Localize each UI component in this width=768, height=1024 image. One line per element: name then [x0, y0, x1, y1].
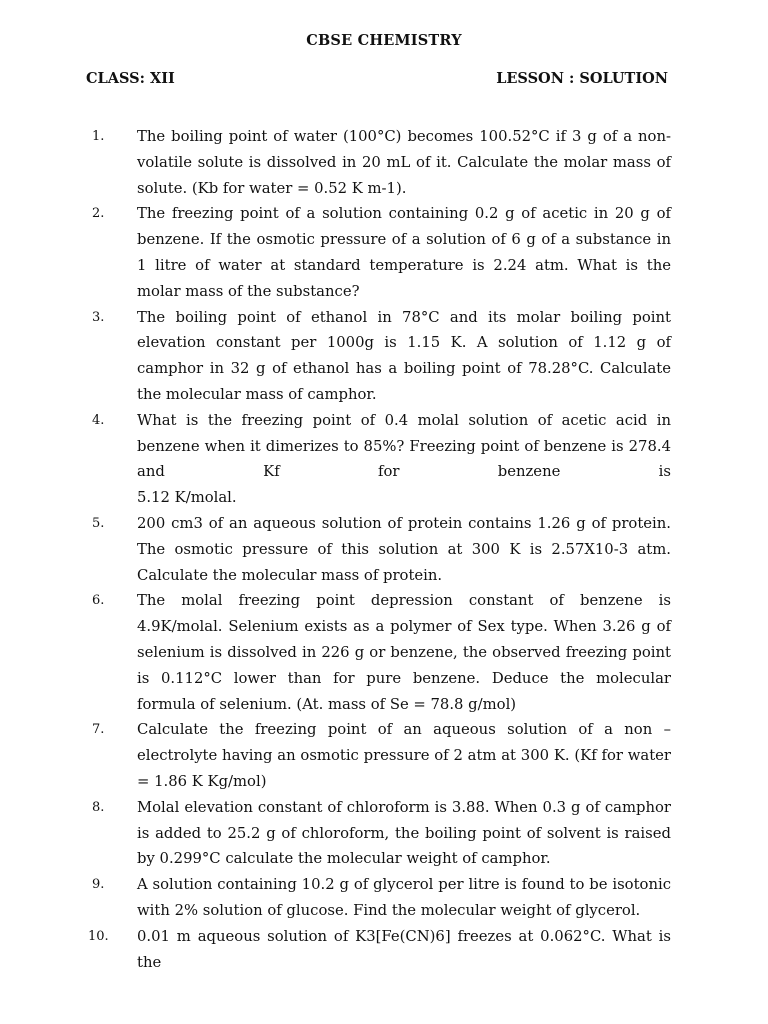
class-label: CLASS: XII — [86, 70, 175, 87]
question-line: 5.12 K/molal. — [137, 489, 237, 507]
question-item — [0, 408, 768, 511]
question-text — [137, 717, 671, 794]
question-number: 9. — [92, 877, 105, 893]
question-item — [0, 795, 768, 872]
question-number: 2. — [92, 206, 105, 222]
question-number: 10. — [88, 928, 109, 944]
question-line: volatile solute is dissolved in 20 mL of it. Calculate the molar mass of — [137, 153, 671, 171]
question-line: The boiling point of water (100°C) becomes 100.52°C if 3 g of a non- — [137, 128, 671, 145]
question-line: The osmotic pressure of this solution at 300 K is 2.57X10-3 atm. — [137, 540, 671, 558]
question-line: and Kf for benzene is — [137, 463, 671, 481]
question-line: by 0.299°C calculate the molecular weight of camphor. — [137, 850, 551, 868]
question-item — [0, 872, 768, 924]
question-line: What is the freezing point of 0.4 molal solution of acetic acid in — [137, 411, 671, 429]
question-number: 6. — [92, 593, 105, 609]
question-line: 4.9K/molal. Selenium exists as a polymer of Sex type. When 3.26 g of — [137, 618, 671, 636]
question-text — [137, 305, 671, 408]
question-line: benzene when it dimerizes to 85%? Freezing point of benzene is 278.4 — [137, 437, 671, 455]
question-line: camphor in 32 g of ethanol has a boiling point of 78.28°C. Calculate — [137, 360, 671, 378]
question-line: 200 cm3 of an aqueous solution of protein contains 1.26 g of protein. — [137, 514, 671, 532]
question-line: 1 litre of water at standard temperature is 2.24 atm. What is the — [137, 256, 671, 274]
question-item — [0, 305, 768, 408]
question-line: the molecular mass of camphor. — [137, 385, 377, 403]
question-text — [137, 872, 671, 924]
question-number: 7. — [92, 722, 105, 738]
question-text — [137, 511, 671, 588]
question-line: benzene. If the osmotic pressure of a solution of 6 g of a substance in — [137, 231, 671, 249]
question-item — [0, 201, 768, 304]
question-number: 4. — [92, 412, 105, 428]
question-text — [137, 408, 671, 511]
question-number: 5. — [92, 515, 105, 531]
question-item — [0, 124, 768, 201]
question-item — [0, 588, 768, 717]
document-meta — [86, 70, 668, 87]
question-line: molar mass of the substance? — [137, 282, 360, 300]
question-text — [137, 795, 671, 872]
question-number: 3. — [92, 309, 105, 325]
question-number: 1. — [92, 129, 105, 144]
question-line: is added to 25.2 g of chloroform, the boiling point of solvent is raised — [137, 824, 671, 842]
question-item — [0, 717, 768, 794]
question-line: elevation constant per 1000g is 1.15 K. A solution of 1.12 g of — [137, 334, 671, 352]
question-list — [0, 124, 768, 975]
question-line: Calculate the molecular mass of protein. — [137, 566, 443, 584]
question-line: A solution containing 10.2 g of glycerol per litre is found to be isotonic — [137, 876, 671, 894]
question-line: The molal freezing point depression constant of benzene is — [137, 592, 671, 610]
lesson-label: LESSON : SOLUTION — [496, 70, 668, 87]
question-line: electrolyte having an osmotic pressure of 2 atm at 300 K. (Kf for water — [137, 747, 671, 765]
question-line: selenium is dissolved in 226 g or benzene, the observed freezing point — [137, 643, 671, 661]
question-line: solute. (Kb for water = 0.52 K m-1). — [137, 179, 407, 197]
question-number: 8. — [92, 799, 105, 815]
question-item — [0, 511, 768, 588]
question-text — [137, 588, 671, 717]
question-line: Molal elevation constant of chloroform is 3.88. When 0.3 g of camphor — [137, 798, 671, 816]
question-text — [137, 201, 671, 304]
question-line: 0.01 m aqueous solution of K3[Fe(CN)6] freezes at 0.062°C. What is the — [137, 927, 671, 971]
question-line: with 2% solution of glucose. Find the molecular weight of glycerol. — [137, 901, 641, 919]
question-line: = 1.86 K Kg/mol) — [137, 772, 267, 790]
question-line: formula of selenium. (At. mass of Se = 78.8 g/mol) — [137, 695, 517, 713]
question-line: The boiling point of ethanol in 78°C and its molar boiling point — [137, 308, 671, 326]
question-text — [137, 124, 671, 201]
question-line: is 0.112°C lower than for pure benzene. Deduce the molecular — [137, 669, 671, 687]
question-line: The freezing point of a solution containing 0.2 g of acetic in 20 g of — [137, 205, 671, 223]
question-item — [0, 924, 768, 976]
page-title: CBSE CHEMISTRY — [306, 32, 462, 49]
question-line: Calculate the freezing point of an aqueous solution of a non – — [137, 721, 671, 739]
question-text — [137, 924, 671, 976]
